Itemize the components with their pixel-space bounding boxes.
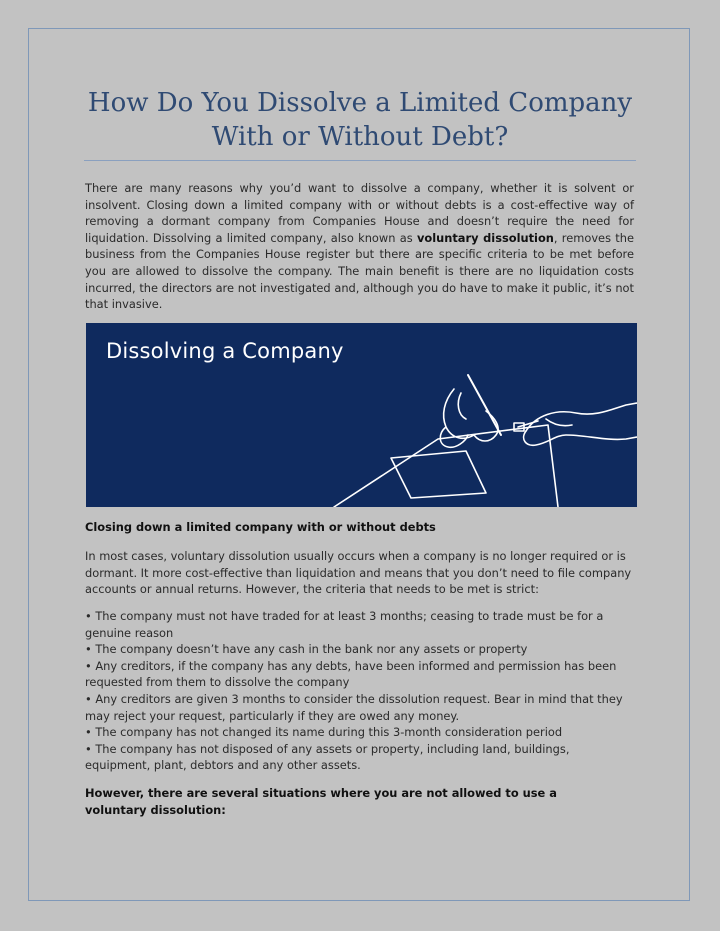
intro-text-part1: There are many reasons why you’d want to dissolve a company, whether it is solvent or insolvent. Closing down a limited company with or without debts is a cost-effective way of removing a dormant company from Companies House and doesn’t require the need for liquidation. Dissolving a limited company, also known as [85,181,634,245]
hero-image [86,323,637,507]
list-item: • The company has not disposed of any assets or property, including land, buildings, equipment, plant, debtors and any other assets. [85,741,570,773]
intro-bold-term: voluntary dissolution [416,230,554,245]
page-title: How Do You Dissolve a Limited Company With or Without Debt? [87,88,633,152]
criteria-list [85,608,634,774]
section2-heading: However, there are several situations where you are not allowed to use a voluntary dissolution: [85,786,557,817]
list-item: • Any creditors are given 3 months to consider the dissolution request. Bear in mind that they may reject your request, particularly if they are owed any money. [85,691,623,723]
intro-paragraph [85,180,634,313]
right-hand-shape [526,403,637,431]
signing-hand-illustration [86,323,637,507]
section1-heading: Closing down a limited company with or without debts [85,520,436,534]
left-hand-shape [444,389,498,441]
list-item: • The company must not have traded for at least 3 months; ceasing to trade must be for a genuine reason [85,609,604,640]
paper-sheet-shape [334,425,558,507]
list-item: • The company doesn’t have any cash in the bank nor any assets or property [85,642,528,657]
intro-text-part2: , removes the business from the Companies House register but there are specific criteria to be met before you are allowed to dissolve the company. The main benefit is there are no liquidation costs incurred, the directors are not investigated and, although you do have to make it public, it’s not that invasive. [85,230,634,312]
pen-shape [468,375,501,435]
list-item: • Any creditors, if the company has any debts, have been informed and permission has been requested from them to dissolve the company [85,658,617,690]
list-item: • The company has not changed its name during this 3-month consideration period [85,725,563,740]
hero-caption: Dissolving a Company [106,339,344,363]
title-divider [84,160,636,161]
document-card-shape [391,451,486,498]
section1-paragraph: In most cases, voluntary dissolution usually occurs when a company is no longer required or is dormant. It more cost-effective than liquidation and means that you don’t need to file company accounts or annual returns. However, the criteria that needs to be met is strict: [85,549,632,597]
